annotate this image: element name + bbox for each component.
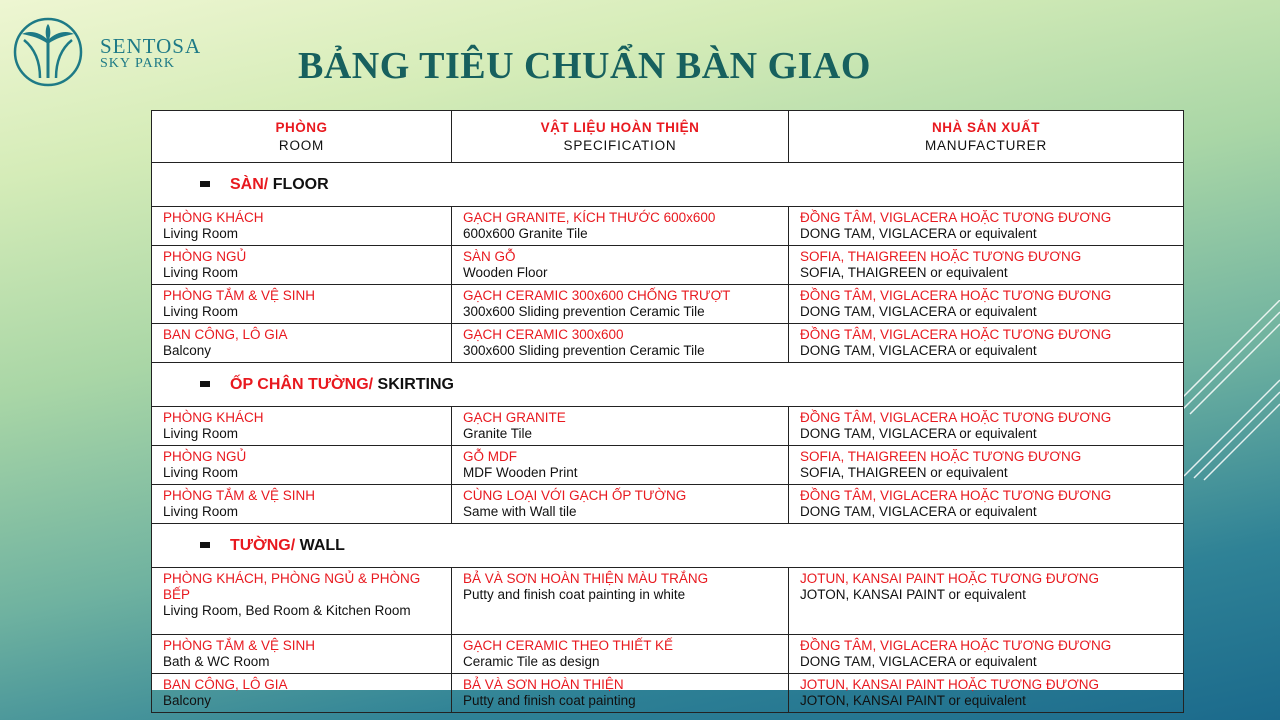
room-cell-vn: BAN CÔNG, LÔ GIA bbox=[163, 677, 288, 692]
specification-cell-en: Wooden Floor bbox=[463, 265, 548, 280]
header-room-vn: PHÒNG bbox=[275, 119, 328, 135]
manufacturer-cell-vn: JOTUN, KANSAI PAINT HOẶC TƯƠNG ĐƯƠNG bbox=[800, 571, 1099, 586]
logo-emblem-icon bbox=[12, 16, 84, 88]
manufacturer-cell-vn: ĐỒNG TÂM, VIGLACERA HOẶC TƯƠNG ĐƯƠNG bbox=[800, 488, 1112, 503]
manufacturer-cell-en: DONG TAM, VIGLACERA or equivalent bbox=[800, 304, 1037, 319]
manufacturer-cell bbox=[789, 674, 1184, 713]
room-cell bbox=[152, 674, 452, 713]
specification-cell-en: Putty and finish coat painting in white bbox=[463, 587, 686, 602]
table-row bbox=[152, 207, 1184, 246]
room-cell-vn: PHÒNG TẮM & VỆ SINH bbox=[163, 488, 316, 503]
section-title-vn: TƯỜNG/ bbox=[230, 536, 296, 554]
room-cell-vn: PHÒNG NGỦ bbox=[163, 449, 247, 464]
specification-cell bbox=[452, 246, 789, 285]
manufacturer-cell-vn: ĐỒNG TÂM, VIGLACERA HOẶC TƯƠNG ĐƯƠNG bbox=[800, 327, 1112, 342]
table-header-row bbox=[152, 111, 1184, 163]
section-heading bbox=[152, 163, 1184, 207]
specification-cell-vn: GẠCH CERAMIC THEO THIẾT KẾ bbox=[463, 638, 674, 653]
room-cell-en: Living Room bbox=[163, 504, 239, 519]
room-cell-vn: PHÒNG TẮM & VỆ SINH bbox=[163, 288, 316, 303]
table-row bbox=[152, 568, 1184, 635]
manufacturer-cell-en: DONG TAM, VIGLACERA or equivalent bbox=[800, 226, 1037, 241]
specification-cell-vn: GẠCH GRANITE bbox=[463, 410, 566, 425]
manufacturer-cell-en: JOTON, KANSAI PAINT or equivalent bbox=[800, 587, 1026, 602]
header-maker-en: MANUFACTURER bbox=[924, 137, 1048, 153]
section-title-en: WALL bbox=[299, 536, 345, 554]
room-cell-vn: BAN CÔNG, LÔ GIA bbox=[163, 327, 288, 342]
header-manufacturer bbox=[789, 111, 1184, 163]
table-row bbox=[152, 635, 1184, 674]
brand-subtitle: SKY PARK bbox=[100, 56, 176, 71]
room-cell-vn: PHÒNG KHÁCH, PHÒNG NGỦ & PHÒNG BẾP bbox=[163, 571, 421, 602]
room-cell-vn: PHÒNG KHÁCH bbox=[163, 210, 264, 225]
specification-cell-en: 300x600 Sliding prevention Ceramic Tile bbox=[463, 343, 705, 358]
room-cell-en: Living Room bbox=[163, 304, 239, 319]
manufacturer-cell-en: DONG TAM, VIGLACERA or equivalent bbox=[800, 343, 1037, 358]
room-cell-en: Living Room bbox=[163, 226, 239, 241]
manufacturer-cell bbox=[789, 246, 1184, 285]
manufacturer-cell-en: DONG TAM, VIGLACERA or equivalent bbox=[800, 426, 1037, 441]
bullet-icon bbox=[200, 181, 210, 187]
specification-cell-vn: BẢ VÀ SƠN HOÀN THIỆN bbox=[463, 677, 624, 692]
room-cell bbox=[152, 285, 452, 324]
manufacturer-cell-vn: ĐỒNG TÂM, VIGLACERA HOẶC TƯƠNG ĐƯƠNG bbox=[800, 210, 1112, 225]
room-cell-en: Living Room, Bed Room & Kitchen Room bbox=[163, 603, 411, 618]
manufacturer-cell-en: SOFIA, THAIGREEN or equivalent bbox=[800, 265, 1008, 280]
room-cell bbox=[152, 635, 452, 674]
manufacturer-cell-en: SOFIA, THAIGREEN or equivalent bbox=[800, 465, 1008, 480]
room-cell bbox=[152, 246, 452, 285]
manufacturer-cell bbox=[789, 285, 1184, 324]
manufacturer-cell bbox=[789, 324, 1184, 363]
room-cell bbox=[152, 207, 452, 246]
header-maker-vn: NHÀ SẢN XUẤT bbox=[931, 119, 1040, 135]
specification-cell bbox=[452, 568, 789, 635]
specification-cell-vn: GẠCH CERAMIC 300x600 CHỐNG TRƯỢT bbox=[463, 288, 731, 303]
brand-name: SENTOSA bbox=[100, 34, 202, 58]
manufacturer-cell-vn: ĐỒNG TÂM, VIGLACERA HOẶC TƯƠNG ĐƯƠNG bbox=[800, 410, 1112, 425]
room-cell-en: Balcony bbox=[163, 693, 212, 708]
specification-cell bbox=[452, 674, 789, 713]
manufacturer-cell-vn: ĐỒNG TÂM, VIGLACERA HOẶC TƯƠNG ĐƯƠNG bbox=[800, 288, 1112, 303]
specification-cell-vn: GẠCH GRANITE, KÍCH THƯỚC 600x600 bbox=[463, 210, 716, 225]
specification-cell-vn: GỖ MDF bbox=[463, 449, 517, 464]
table-row bbox=[152, 285, 1184, 324]
section-title-vn: ỐP CHÂN TƯỜNG/ bbox=[230, 375, 374, 393]
table-row bbox=[152, 674, 1184, 713]
section-row bbox=[152, 163, 1184, 207]
section-row bbox=[152, 363, 1184, 407]
section-heading bbox=[152, 524, 1184, 568]
specification-cell bbox=[452, 635, 789, 674]
room-cell-vn: PHÒNG KHÁCH bbox=[163, 410, 264, 425]
header-specification bbox=[452, 111, 789, 163]
manufacturer-cell bbox=[789, 485, 1184, 524]
room-cell-en: Living Room bbox=[163, 465, 239, 480]
section-heading bbox=[152, 363, 1184, 407]
section-title-vn: SÀN/ bbox=[230, 175, 269, 193]
manufacturer-cell bbox=[789, 635, 1184, 674]
manufacturer-cell-en: JOTON, KANSAI PAINT or equivalent bbox=[800, 693, 1026, 708]
specification-cell-vn: SÀN GỖ bbox=[463, 249, 516, 264]
room-cell bbox=[152, 407, 452, 446]
room-cell bbox=[152, 324, 452, 363]
section-title-en: FLOOR bbox=[272, 175, 329, 193]
specification-cell bbox=[452, 207, 789, 246]
header-room bbox=[152, 111, 452, 163]
manufacturer-cell-vn: SOFIA, THAIGREEN HOẶC TƯƠNG ĐƯƠNG bbox=[800, 449, 1082, 464]
room-cell bbox=[152, 485, 452, 524]
manufacturer-cell-vn: JOTUN, KANSAI PAINT HOẶC TƯƠNG ĐƯƠNG bbox=[800, 677, 1099, 692]
room-cell-en: Living Room bbox=[163, 426, 239, 441]
manufacturer-cell bbox=[789, 446, 1184, 485]
specification-cell-en: 600x600 Granite Tile bbox=[463, 226, 588, 241]
room-cell bbox=[152, 446, 452, 485]
header-room-en: ROOM bbox=[278, 137, 325, 153]
table-row bbox=[152, 324, 1184, 363]
specification-cell-en: Putty and finish coat painting bbox=[463, 693, 636, 708]
manufacturer-cell bbox=[789, 568, 1184, 635]
specification-cell-en: 300x600 Sliding prevention Ceramic Tile bbox=[463, 304, 705, 319]
specification-cell-vn: BẢ VÀ SƠN HOÀN THIỆN MÀU TRẮNG bbox=[463, 571, 709, 586]
table-row bbox=[152, 246, 1184, 285]
specification-cell bbox=[452, 485, 789, 524]
bullet-icon bbox=[200, 381, 210, 387]
specification-cell-en: Same with Wall tile bbox=[463, 504, 577, 519]
header-spec-vn: VẬT LIỆU HOÀN THIỆN bbox=[540, 119, 700, 135]
room-cell-en: Living Room bbox=[163, 265, 239, 280]
page-title: BẢNG TIÊU CHUẨN BÀN GIAO bbox=[298, 45, 871, 87]
brand-logo bbox=[12, 16, 202, 88]
manufacturer-cell-vn: ĐỒNG TÂM, VIGLACERA HOẶC TƯƠNG ĐƯƠNG bbox=[800, 638, 1112, 653]
specification-cell-en: Granite Tile bbox=[463, 426, 533, 441]
manufacturer-cell bbox=[789, 207, 1184, 246]
table-row bbox=[152, 485, 1184, 524]
manufacturer-cell-en: DONG TAM, VIGLACERA or equivalent bbox=[800, 654, 1037, 669]
specification-cell bbox=[452, 407, 789, 446]
room-cell-en: Bath & WC Room bbox=[163, 654, 270, 669]
table-row bbox=[152, 407, 1184, 446]
room-cell-vn: PHÒNG TẮM & VỆ SINH bbox=[163, 638, 316, 653]
room-cell-vn: PHÒNG NGỦ bbox=[163, 249, 247, 264]
specification-cell-en: Ceramic Tile as design bbox=[463, 654, 600, 669]
bullet-icon bbox=[200, 542, 210, 548]
room-cell-en: Balcony bbox=[163, 343, 212, 358]
specification-cell-vn: GẠCH CERAMIC 300x600 bbox=[463, 327, 624, 342]
section-title-en: SKIRTING bbox=[377, 375, 454, 393]
specification-cell bbox=[452, 285, 789, 324]
header-spec-en: SPECIFICATION bbox=[563, 137, 677, 153]
room-cell bbox=[152, 568, 452, 635]
table-row bbox=[152, 446, 1184, 485]
specification-cell-vn: CÙNG LOẠI VỚI GẠCH ỐP TƯỜNG bbox=[463, 488, 687, 503]
specification-cell bbox=[452, 446, 789, 485]
specification-cell bbox=[452, 324, 789, 363]
manufacturer-cell-en: DONG TAM, VIGLACERA or equivalent bbox=[800, 504, 1037, 519]
manufacturer-cell bbox=[789, 407, 1184, 446]
section-row bbox=[152, 524, 1184, 568]
handover-standards-table bbox=[151, 110, 1183, 708]
decorative-lines bbox=[1170, 300, 1280, 500]
manufacturer-cell-vn: SOFIA, THAIGREEN HOẶC TƯƠNG ĐƯƠNG bbox=[800, 249, 1082, 264]
specification-cell-en: MDF Wooden Print bbox=[463, 465, 578, 480]
